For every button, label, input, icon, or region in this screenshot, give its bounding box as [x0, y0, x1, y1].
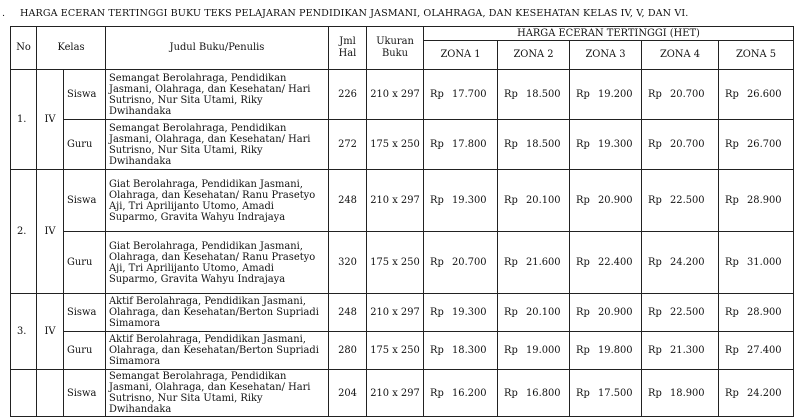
- price-value: 26.700: [747, 139, 782, 150]
- price-value: 19.000: [526, 345, 561, 356]
- price-value: 18.300: [452, 345, 487, 356]
- price-value: 28.900: [747, 195, 782, 206]
- price-value: 17.700: [452, 89, 487, 100]
- currency-label: Rp: [430, 195, 444, 206]
- row-judul: Semangat Berolahraga, Pendidikan Jasmani, Olahraga, dan Kesehatan/ Hari Sutrisno, Nur Sita Utami, Riky Dwihandaka: [106, 370, 329, 417]
- price-value: 21.600: [526, 257, 561, 268]
- price-zona-5: [719, 170, 794, 232]
- row-hal: 320: [329, 232, 367, 294]
- currency-label: Rp: [725, 257, 739, 268]
- currency-label: Rp: [430, 345, 444, 356]
- row-ukuran: 175 x 250: [367, 332, 424, 370]
- row-kelas: IV: [37, 294, 64, 370]
- price-zona-1: [424, 170, 498, 232]
- currency-label: Rp: [648, 195, 662, 206]
- row-tipe: Guru: [64, 332, 106, 370]
- price-zona-3: [570, 232, 642, 294]
- header-zona-4: ZONA 4: [642, 41, 719, 70]
- price-zona-3: [570, 294, 642, 332]
- currency-label: Rp: [504, 307, 518, 318]
- currency-label: Rp: [504, 139, 518, 150]
- row-kelas: IV: [37, 170, 64, 294]
- price-zona-2: [498, 70, 570, 120]
- price-zona-4: [642, 370, 719, 417]
- currency-label: Rp: [504, 89, 518, 100]
- table-row: [11, 232, 794, 294]
- price-zona-1: [424, 70, 498, 120]
- price-zona-4: [642, 294, 719, 332]
- row-judul: Semangat Berolahraga, Pendidikan Jasmani, Olahraga, dan Kesehatan/ Hari Sutrisno, Nur Sita Utami, Riky Dwihandaka: [106, 120, 329, 170]
- header-no: No: [11, 27, 37, 70]
- price-zona-1: [424, 120, 498, 170]
- title-number: .: [2, 8, 6, 19]
- price-value: 20.700: [670, 89, 705, 100]
- header-jml-hal: Jml Hal: [329, 27, 367, 70]
- header-zona-5: ZONA 5: [719, 41, 794, 70]
- price-value: 16.200: [452, 387, 487, 399]
- price-zona-1: [424, 332, 498, 370]
- price-value: 20.700: [670, 139, 705, 150]
- price-value: 17.500: [598, 387, 633, 399]
- price-value: 22.500: [670, 307, 705, 318]
- currency-label: Rp: [725, 195, 739, 206]
- currency-label: Rp: [576, 345, 590, 356]
- row-ukuran: 210 x 297: [367, 370, 424, 417]
- price-zona-2: [498, 370, 570, 417]
- currency-label: Rp: [576, 139, 590, 150]
- price-value: 19.300: [452, 195, 487, 206]
- row-tipe: Siswa: [64, 170, 106, 232]
- het-table: [10, 26, 794, 417]
- table-header: [11, 27, 794, 70]
- currency-label: Rp: [430, 257, 444, 268]
- price-zona-3: [570, 370, 642, 417]
- row-hal: 272: [329, 120, 367, 170]
- currency-label: Rp: [504, 195, 518, 206]
- header-zona-2: ZONA 2: [498, 41, 570, 70]
- currency-label: Rp: [576, 89, 590, 100]
- table-row: [11, 370, 794, 417]
- price-zona-5: [719, 70, 794, 120]
- row-judul: Semangat Berolahraga, Pendidikan Jasmani, Olahraga, dan Kesehatan/ Hari Sutrisno, Nur Sita Utami, Riky Dwihandaka: [106, 70, 329, 120]
- row-tipe: Guru: [64, 120, 106, 170]
- header-ukuran: Ukuran Buku: [367, 27, 424, 70]
- currency-label: Rp: [725, 307, 739, 318]
- row-ukuran: 175 x 250: [367, 120, 424, 170]
- price-value: 18.500: [526, 139, 561, 150]
- currency-label: Rp: [430, 89, 444, 100]
- price-zona-1: [424, 370, 498, 417]
- currency-label: Rp: [576, 195, 590, 206]
- header-zona-1: ZONA 1: [424, 41, 498, 70]
- title-text: HARGA ECERAN TERTINGGI BUKU TEKS PELAJARAN PENDIDIKAN JASMANI, OLAHRAGA, DAN KESEHATAN KELAS IV, V, DAN VI.: [20, 8, 689, 19]
- row-judul: Giat Berolahraga, Pendidikan Jasmani, Olahraga, dan Kesehatan/ Ranu Prasetyo Aji, Tri Aprilijanto Utomo, Amadi Suparmo, Gravita Wahyu Indrajaya: [106, 170, 329, 232]
- row-number: 2.: [11, 170, 37, 294]
- document-title: [0, 8, 800, 19]
- row-ukuran: 210 x 297: [367, 170, 424, 232]
- price-value: 20.900: [598, 307, 633, 318]
- row-ukuran: 210 x 297: [367, 70, 424, 120]
- price-value: 27.400: [747, 345, 782, 356]
- currency-label: Rp: [648, 307, 662, 318]
- price-value: 20.900: [598, 195, 633, 206]
- currency-label: Rp: [430, 387, 444, 399]
- header-het: HARGA ECERAN TERTINGGI (HET): [424, 27, 794, 41]
- price-zona-4: [642, 232, 719, 294]
- row-hal: 280: [329, 332, 367, 370]
- price-zona-5: [719, 370, 794, 417]
- currency-label: Rp: [504, 345, 518, 356]
- currency-label: Rp: [504, 257, 518, 268]
- currency-label: Rp: [430, 139, 444, 150]
- price-zona-5: [719, 120, 794, 170]
- price-zona-2: [498, 232, 570, 294]
- currency-label: Rp: [725, 345, 739, 356]
- row-hal: 204: [329, 370, 367, 417]
- row-number: 1.: [11, 70, 37, 170]
- table-row: [11, 120, 794, 170]
- table-body: [11, 70, 794, 417]
- price-zona-1: [424, 294, 498, 332]
- price-value: 18.500: [526, 89, 561, 100]
- price-value: 18.900: [670, 387, 705, 399]
- currency-label: Rp: [648, 345, 662, 356]
- header-judul: Judul Buku/Penulis: [106, 27, 329, 70]
- price-zona-5: [719, 294, 794, 332]
- price-zona-3: [570, 170, 642, 232]
- price-zona-1: [424, 232, 498, 294]
- price-value: 24.200: [670, 257, 705, 268]
- price-zona-5: [719, 332, 794, 370]
- price-zona-4: [642, 170, 719, 232]
- row-judul: Aktif Berolahraga, Pendidikan Jasmani, Olahraga, dan Kesehatan/Berton Supriadi Simamora: [106, 294, 329, 332]
- currency-label: Rp: [648, 89, 662, 100]
- price-zona-2: [498, 294, 570, 332]
- currency-label: Rp: [504, 387, 518, 399]
- table-row: [11, 294, 794, 332]
- price-zona-2: [498, 120, 570, 170]
- row-hal: 248: [329, 294, 367, 332]
- price-zona-3: [570, 332, 642, 370]
- price-zona-3: [570, 120, 642, 170]
- currency-label: Rp: [648, 387, 662, 399]
- row-tipe: Siswa: [64, 370, 106, 417]
- price-value: 26.600: [747, 89, 782, 100]
- currency-label: Rp: [576, 307, 590, 318]
- row-tipe: Guru: [64, 232, 106, 294]
- row-hal: 226: [329, 70, 367, 120]
- price-value: 19.200: [598, 89, 633, 100]
- price-value: 21.300: [670, 345, 705, 356]
- price-value: 28.900: [747, 307, 782, 318]
- currency-label: Rp: [725, 387, 739, 399]
- row-judul: Aktif Berolahraga, Pendidikan Jasmani, Olahraga, dan Kesehatan/Berton Supriadi Simamora: [106, 332, 329, 370]
- price-value: 20.700: [452, 257, 487, 268]
- price-value: 16.800: [526, 387, 561, 399]
- price-zona-4: [642, 70, 719, 120]
- row-number: [11, 370, 37, 417]
- currency-label: Rp: [725, 139, 739, 150]
- currency-label: Rp: [576, 257, 590, 268]
- table-row: [11, 170, 794, 232]
- price-zona-4: [642, 332, 719, 370]
- price-value: 19.300: [598, 139, 633, 150]
- price-value: 19.800: [598, 345, 633, 356]
- row-ukuran: 210 x 297: [367, 294, 424, 332]
- header-kelas: Kelas: [37, 27, 106, 70]
- price-value: 24.200: [747, 387, 782, 399]
- row-tipe: Siswa: [64, 70, 106, 120]
- price-value: 19.300: [452, 307, 487, 318]
- currency-label: Rp: [648, 139, 662, 150]
- currency-label: Rp: [725, 89, 739, 100]
- currency-label: Rp: [430, 307, 444, 318]
- price-value: 20.100: [526, 195, 561, 206]
- price-zona-2: [498, 170, 570, 232]
- currency-label: Rp: [648, 257, 662, 268]
- row-kelas: IV: [37, 70, 64, 170]
- row-ukuran: 175 x 250: [367, 232, 424, 294]
- price-value: 22.400: [598, 257, 633, 268]
- price-zona-4: [642, 120, 719, 170]
- price-value: 20.100: [526, 307, 561, 318]
- currency-label: Rp: [576, 387, 590, 399]
- row-number: 3.: [11, 294, 37, 370]
- row-judul: Giat Berolahraga, Pendidikan Jasmani, Olahraga, dan Kesehatan/ Ranu Prasetyo Aji, Tri Aprilijanto Utomo, Amadi Suparmo, Gravita Wahyu Indrajaya: [106, 232, 329, 294]
- row-hal: 248: [329, 170, 367, 232]
- price-zona-5: [719, 232, 794, 294]
- header-zona-3: ZONA 3: [570, 41, 642, 70]
- table-row: [11, 70, 794, 120]
- price-value: 22.500: [670, 195, 705, 206]
- price-value: 31.000: [747, 257, 782, 268]
- row-tipe: Siswa: [64, 294, 106, 332]
- price-zona-2: [498, 332, 570, 370]
- row-kelas: [37, 370, 64, 417]
- price-value: 17.800: [452, 139, 487, 150]
- table-row: [11, 332, 794, 370]
- price-zona-3: [570, 70, 642, 120]
